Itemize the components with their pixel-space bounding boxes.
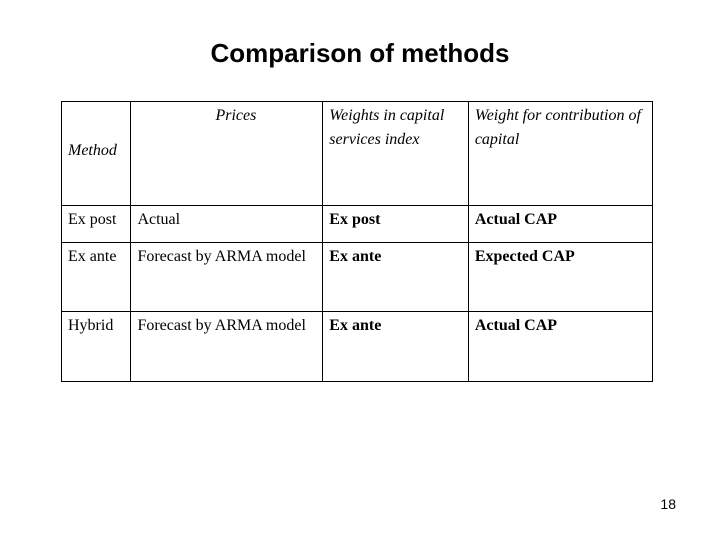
cell-weight-for: Actual CAP — [468, 312, 652, 382]
cell-weights: Ex post — [323, 206, 469, 243]
table-header-row — [62, 102, 653, 206]
cell-method: Hybrid — [62, 312, 131, 382]
comparison-table — [61, 101, 653, 382]
cell-prices: Forecast by ARMA model — [131, 243, 323, 312]
header-weight-for: Weight for contribution of capital — [468, 102, 652, 206]
header-weights: Weights in capital services index — [323, 102, 469, 206]
header-prices: Prices — [131, 102, 323, 206]
slide-title: Comparison of methods — [210, 38, 510, 68]
table-row — [62, 243, 653, 312]
cell-method: Ex ante — [62, 243, 131, 312]
cell-weights: Ex ante — [323, 243, 469, 312]
table-row — [62, 206, 653, 243]
cell-weight-for: Actual CAP — [468, 206, 652, 243]
cell-prices: Actual — [131, 206, 323, 243]
cell-method: Ex post — [62, 206, 131, 243]
page-number: 18 — [660, 496, 676, 512]
cell-prices: Forecast by ARMA model — [131, 312, 323, 382]
table-row — [62, 312, 653, 382]
cell-weight-for: Expected CAP — [468, 243, 652, 312]
cell-weights: Ex ante — [323, 312, 469, 382]
header-method: Method — [62, 102, 131, 206]
